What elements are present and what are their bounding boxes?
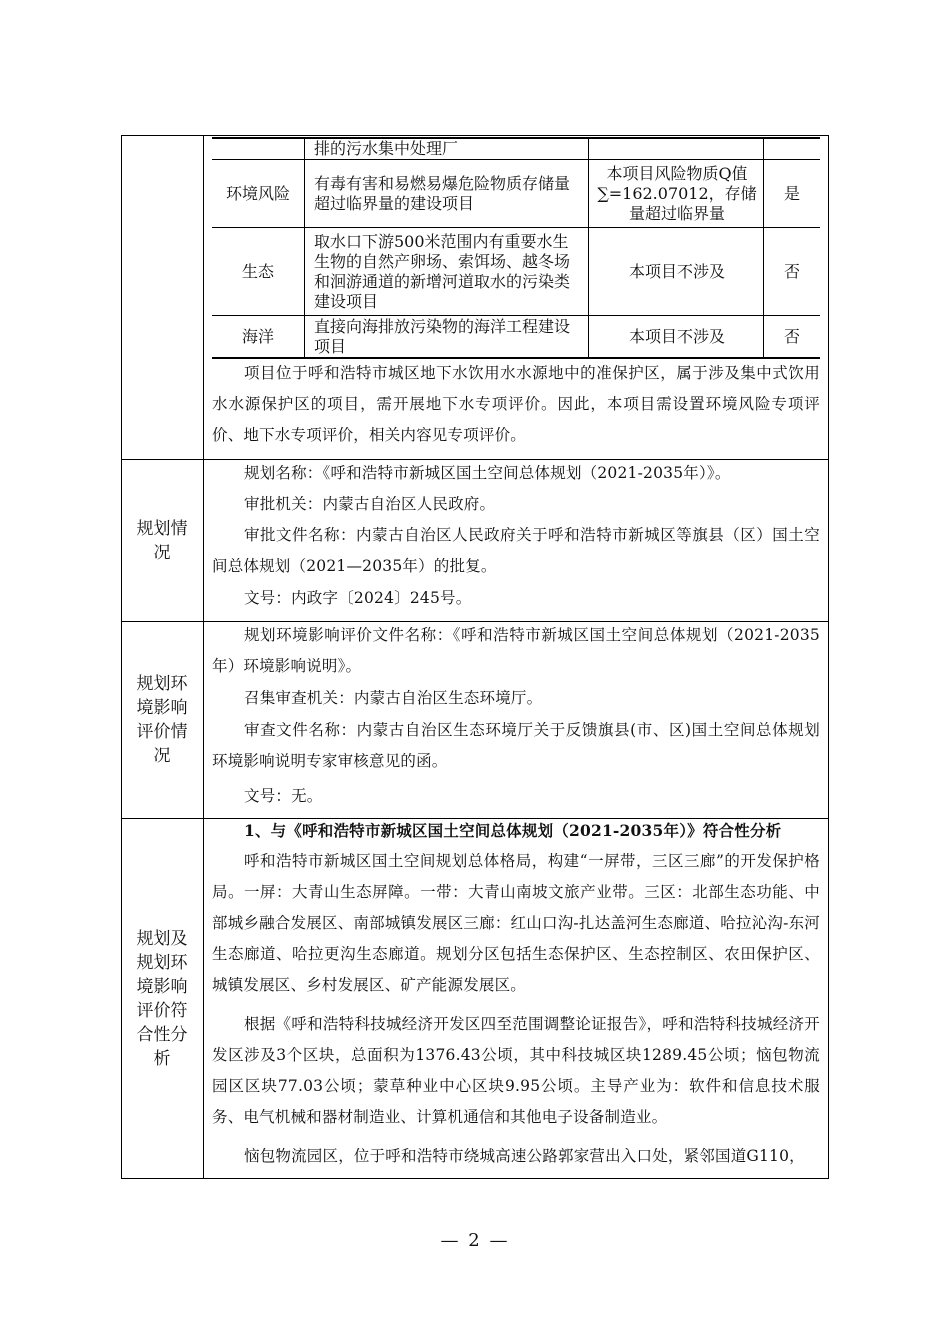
compliance-analysis-label: 规划及规划环境影响评价符合性分析 (136, 929, 188, 1069)
inner-row2-result: 否 (783, 261, 800, 281)
page-number: — 2 — (440, 1230, 510, 1251)
inner-row2-condition: 取水口下游500米范围内有重要水生生物的自然产卵场、索饵场、越冬场和洄游通道的新增河道取水的污染类建设项目 (314, 231, 571, 311)
inner-col-line-2 (588, 137, 589, 359)
inner-col-line-1 (304, 137, 305, 359)
development-zone-paragraph: 根据《呼和浩特科技城经济开发区四至范围调整论证报告》，呼和浩特科技城经济开发区涉及3个区块，总面积为1376.43公顷，其中科技城区块1289.45公顷；恼包物流园区区块77.03公顷；蒙草种业中心区块9.95公顷。主导产业为：软件和信息技术服务、电气机械和器材制造业、计算机通信和其他电子设备制造业。 (212, 1015, 820, 1126)
logistics-park-paragraph: 恼包物流园区，位于呼和浩特市绕城高速公路郭家营出入口处，紧邻国道G110， (244, 1147, 805, 1165)
eia-document-number: 文号：无。 (244, 787, 323, 805)
eia-document-name: 规划环境影响评价文件名称：《呼和浩特市新城区国土空间总体规划（2021-2035年）环境影响说明》。 (212, 626, 820, 675)
inner-row3-condition: 直接向海排放污染物的海洋工程建设项目 (314, 316, 571, 356)
review-document-name: 审查文件名称：内蒙古自治区生态环境厅关于反馈旗县(市、区)国土空间总体规划环境影响说明专家审核意见的函。 (212, 721, 820, 770)
inner-row1-category: 环境风险 (225, 183, 290, 203)
inner-row1-condition: 有毒有害和易燃易爆危险物质存储量超过临界量的建设项目 (314, 173, 571, 213)
planning-eia-label: 规划环境影响评价情况 (136, 674, 188, 766)
document-number: 文号：内政字〔2024〕245号。 (244, 589, 472, 607)
inner-row0-condition: 排的污水集中处理厂 (314, 139, 459, 158)
review-authority: 召集审查机关：内蒙古自治区生态环境厅。 (244, 689, 543, 707)
inner-row2-category: 生态 (241, 261, 274, 281)
approval-document-name: 审批文件名称：内蒙古自治区人民政府关于呼和浩特市新城区等旗县（区）国土空间总体规划（2021—2035年）的批复。 (212, 526, 820, 575)
inner-row3-assessment: 本项目不涉及 (628, 326, 725, 346)
inner-row3-result: 否 (783, 326, 800, 346)
compliance-heading: 1、与《呼和浩特市新城区国土空间总体规划（2021-2035年）》符合性分析 (244, 821, 782, 840)
inner-row1-result: 是 (783, 183, 800, 203)
outer-label-divider (203, 135, 204, 1179)
special-assessment-conclusion: 项目位于呼和浩特市城区地下水饮用水水源地中的准保护区，属于涉及集中式饮用水水源保护区的项目，需开展地下水专项评价。因此，本项目需设置环境风险专项评价、地下水专项评价，相关内容见专项评价。 (212, 364, 820, 444)
approval-authority: 审批机关：内蒙古自治区人民政府。 (244, 495, 496, 513)
spatial-pattern-paragraph: 呼和浩特市新城区国土空间规划总体格局，构建“一屏带，三区三廊”的开发保护格局。一屏：大青山生态屏障。一带：大青山南坡文旅产业带。三区：北部生态功能、中部城乡融合发展区、南部城镇发展区三廊：红山口沟-扎达盖河生态廊道、哈拉沁沟-东河生态廊道、哈拉更沟生态廊道。规划分区包括生态保护区、生态控制区、农田保护区、城镇发展区、乡村发展区、矿产能源发展区。 (212, 852, 820, 994)
planning-name: 规划名称：《呼和浩特市新城区国土空间总体规划（2021-2035年）》。 (244, 464, 731, 482)
planning-status-label: 规划情况 (136, 518, 188, 563)
inner-row1-assessment: 本项目风险物质Q值∑=162.07012，存储量超过临界量 (597, 163, 757, 223)
inner-row2-assessment: 本项目不涉及 (628, 261, 725, 281)
inner-row3-category: 海洋 (241, 326, 274, 346)
